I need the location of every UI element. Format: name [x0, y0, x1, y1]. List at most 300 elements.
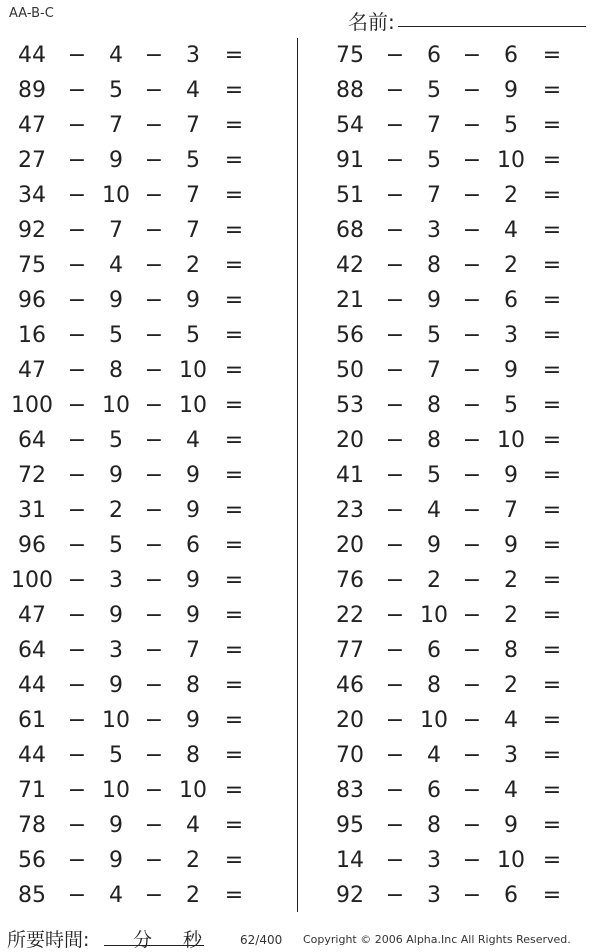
minus-sign: − — [67, 778, 87, 803]
column-divider — [297, 38, 298, 912]
minuend: 61 — [18, 708, 46, 733]
subtrahend-1: 10 — [102, 708, 130, 733]
subtrahend-1: 9 — [109, 848, 123, 873]
minus-sign: − — [144, 148, 164, 173]
subtrahend-2: 4 — [186, 78, 200, 103]
problem-row — [318, 248, 600, 283]
subtrahend-2: 3 — [504, 743, 518, 768]
subtrahend-1: 4 — [427, 498, 441, 523]
problem-row — [318, 283, 600, 318]
subtrahend-1: 7 — [427, 113, 441, 138]
minus-sign: − — [385, 498, 405, 523]
minus-sign: − — [144, 498, 164, 523]
subtrahend-1: 4 — [109, 253, 123, 278]
minuend: 47 — [18, 358, 46, 383]
equals-sign: = — [224, 183, 244, 208]
subtrahend-2: 2 — [504, 253, 518, 278]
minus-sign: − — [144, 568, 164, 593]
minuend: 96 — [18, 288, 46, 313]
subtrahend-2: 9 — [504, 358, 518, 383]
minus-sign: − — [67, 603, 87, 628]
minuend: 53 — [336, 393, 364, 418]
problem-row — [0, 493, 290, 528]
minuend: 68 — [336, 218, 364, 243]
minus-sign: − — [67, 253, 87, 278]
seconds-label: 秒 — [183, 929, 203, 951]
problems-column-left — [0, 38, 290, 913]
minus-sign: − — [462, 43, 482, 68]
minuend: 23 — [336, 498, 364, 523]
subtrahend-1: 8 — [427, 813, 441, 838]
minuend: 78 — [18, 813, 46, 838]
subtrahend-2: 8 — [504, 638, 518, 663]
problem-row — [318, 703, 600, 738]
minuend: 41 — [336, 463, 364, 488]
equals-sign: = — [542, 778, 562, 803]
minuend: 44 — [18, 43, 46, 68]
minus-sign: − — [385, 743, 405, 768]
minuend: 83 — [336, 778, 364, 803]
equals-sign: = — [224, 253, 244, 278]
minus-sign: − — [144, 428, 164, 453]
minus-sign: − — [462, 218, 482, 243]
minuend: 76 — [336, 568, 364, 593]
equals-sign: = — [224, 148, 244, 173]
minuend: 54 — [336, 113, 364, 138]
minus-sign: − — [462, 638, 482, 663]
subtrahend-2: 7 — [504, 498, 518, 523]
equals-sign: = — [542, 673, 562, 698]
minus-sign: − — [462, 778, 482, 803]
minus-sign: − — [67, 183, 87, 208]
subtrahend-2: 4 — [186, 428, 200, 453]
minus-sign: − — [67, 743, 87, 768]
subtrahend-1: 5 — [427, 323, 441, 348]
subtrahend-2: 9 — [186, 568, 200, 593]
minus-sign: − — [462, 393, 482, 418]
problem-row — [0, 388, 290, 423]
minus-sign: − — [385, 603, 405, 628]
minutes-label: 分 — [133, 929, 153, 951]
subtrahend-1: 8 — [427, 673, 441, 698]
subtrahend-2: 4 — [504, 708, 518, 733]
equals-sign: = — [542, 393, 562, 418]
subtrahend-1: 6 — [427, 638, 441, 663]
minus-sign: − — [144, 43, 164, 68]
equals-sign: = — [224, 813, 244, 838]
minuend: 56 — [336, 323, 364, 348]
problem-row — [318, 528, 600, 563]
minus-sign: − — [144, 638, 164, 663]
subtrahend-2: 10 — [497, 428, 525, 453]
problem-row — [0, 773, 290, 808]
equals-sign: = — [542, 568, 562, 593]
subtrahend-1: 6 — [427, 43, 441, 68]
problem-row — [0, 283, 290, 318]
subtrahend-2: 6 — [504, 43, 518, 68]
subtrahend-2: 2 — [186, 883, 200, 908]
equals-sign: = — [224, 358, 244, 383]
name-field-line[interactable] — [398, 26, 586, 27]
minus-sign: − — [144, 883, 164, 908]
subtrahend-1: 8 — [427, 253, 441, 278]
subtrahend-1: 5 — [109, 533, 123, 558]
equals-sign: = — [224, 568, 244, 593]
minus-sign: − — [67, 813, 87, 838]
minus-sign: − — [67, 288, 87, 313]
subtrahend-1: 5 — [427, 148, 441, 173]
equals-sign: = — [224, 638, 244, 663]
minuend: 75 — [18, 253, 46, 278]
minus-sign: − — [385, 253, 405, 278]
minus-sign: − — [67, 323, 87, 348]
equals-sign: = — [224, 883, 244, 908]
problem-row — [0, 248, 290, 283]
minuend: 20 — [336, 708, 364, 733]
equals-sign: = — [542, 743, 562, 768]
minus-sign: − — [67, 498, 87, 523]
subtrahend-1: 7 — [427, 183, 441, 208]
equals-sign: = — [224, 218, 244, 243]
minuend: 85 — [18, 883, 46, 908]
minus-sign: − — [67, 218, 87, 243]
equals-sign: = — [542, 78, 562, 103]
problem-row — [0, 458, 290, 493]
subtrahend-1: 7 — [427, 358, 441, 383]
subtrahend-1: 6 — [427, 778, 441, 803]
minus-sign: − — [462, 148, 482, 173]
problem-row — [318, 73, 600, 108]
subtrahend-1: 4 — [427, 743, 441, 768]
minus-sign: − — [385, 673, 405, 698]
subtrahend-2: 2 — [504, 568, 518, 593]
problem-row — [318, 423, 600, 458]
subtrahend-2: 10 — [497, 148, 525, 173]
minuend: 88 — [336, 78, 364, 103]
minus-sign: − — [67, 638, 87, 663]
minuend: 16 — [18, 323, 46, 348]
minus-sign: − — [67, 78, 87, 103]
minus-sign: − — [462, 743, 482, 768]
minuend: 20 — [336, 533, 364, 558]
equals-sign: = — [542, 113, 562, 138]
equals-sign: = — [224, 708, 244, 733]
minuend: 31 — [18, 498, 46, 523]
minuend: 72 — [18, 463, 46, 488]
equals-sign: = — [224, 603, 244, 628]
equals-sign: = — [542, 183, 562, 208]
equals-sign: = — [224, 778, 244, 803]
problem-row — [0, 213, 290, 248]
minuend: 64 — [18, 638, 46, 663]
problem-row — [318, 38, 600, 73]
minuend: 89 — [18, 78, 46, 103]
equals-sign: = — [542, 463, 562, 488]
minuend: 64 — [18, 428, 46, 453]
problem-row — [0, 423, 290, 458]
minus-sign: − — [385, 708, 405, 733]
subtrahend-2: 5 — [186, 148, 200, 173]
minus-sign: − — [462, 603, 482, 628]
subtrahend-2: 9 — [186, 708, 200, 733]
minus-sign: − — [385, 778, 405, 803]
equals-sign: = — [224, 743, 244, 768]
subtrahend-1: 9 — [109, 603, 123, 628]
equals-sign: = — [224, 673, 244, 698]
subtrahend-1: 10 — [420, 603, 448, 628]
minus-sign: − — [144, 708, 164, 733]
minus-sign: − — [385, 218, 405, 243]
subtrahend-2: 4 — [504, 218, 518, 243]
minus-sign: − — [144, 78, 164, 103]
subtrahend-2: 7 — [186, 638, 200, 663]
subtrahend-1: 7 — [109, 113, 123, 138]
subtrahend-1: 9 — [109, 288, 123, 313]
minus-sign: − — [462, 113, 482, 138]
minus-sign: − — [462, 848, 482, 873]
subtrahend-2: 5 — [504, 393, 518, 418]
equals-sign: = — [224, 498, 244, 523]
problem-row — [0, 108, 290, 143]
problem-row — [318, 563, 600, 598]
problem-row — [0, 878, 290, 913]
subtrahend-2: 7 — [186, 218, 200, 243]
equals-sign: = — [224, 43, 244, 68]
name-label: 名前: — [348, 10, 395, 34]
minus-sign: − — [385, 463, 405, 488]
minuend: 100 — [11, 393, 53, 418]
subtrahend-2: 2 — [186, 253, 200, 278]
problem-row — [0, 633, 290, 668]
minuend: 22 — [336, 603, 364, 628]
minuend: 44 — [18, 673, 46, 698]
subtrahend-1: 3 — [427, 218, 441, 243]
subtrahend-2: 9 — [504, 813, 518, 838]
subtrahend-1: 5 — [109, 323, 123, 348]
subtrahend-2: 9 — [504, 78, 518, 103]
equals-sign: = — [542, 498, 562, 523]
equals-sign: = — [224, 428, 244, 453]
equals-sign: = — [542, 603, 562, 628]
minus-sign: − — [385, 113, 405, 138]
copyright-notice: Copyright © 2006 Alpha.Inc All Rights Reserved. — [303, 933, 571, 946]
minuend: 34 — [18, 183, 46, 208]
minus-sign: − — [67, 428, 87, 453]
minuend: 56 — [18, 848, 46, 873]
problem-row — [318, 878, 600, 913]
minus-sign: − — [462, 533, 482, 558]
subtrahend-1: 10 — [420, 708, 448, 733]
subtrahend-1: 5 — [427, 463, 441, 488]
minuend: 21 — [336, 288, 364, 313]
problem-row — [0, 808, 290, 843]
minus-sign: − — [385, 813, 405, 838]
subtrahend-2: 6 — [504, 883, 518, 908]
problem-row — [318, 668, 600, 703]
minus-sign: − — [67, 393, 87, 418]
page-number: 62/400 — [240, 933, 283, 947]
minus-sign: − — [67, 148, 87, 173]
minus-sign: − — [144, 393, 164, 418]
subtrahend-2: 3 — [186, 43, 200, 68]
subtrahend-1: 2 — [427, 568, 441, 593]
minuend: 91 — [336, 148, 364, 173]
problem-row — [0, 178, 290, 213]
minus-sign: − — [462, 358, 482, 383]
problem-row — [318, 633, 600, 668]
problem-row — [318, 353, 600, 388]
minus-sign: − — [462, 428, 482, 453]
minuend: 70 — [336, 743, 364, 768]
minus-sign: − — [462, 463, 482, 488]
problem-row — [318, 318, 600, 353]
subtrahend-2: 9 — [504, 533, 518, 558]
subtrahend-2: 4 — [186, 813, 200, 838]
minus-sign: − — [67, 43, 87, 68]
subtrahend-2: 8 — [186, 673, 200, 698]
minus-sign: − — [462, 78, 482, 103]
minus-sign: − — [144, 533, 164, 558]
problem-row — [318, 108, 600, 143]
problem-row — [0, 843, 290, 878]
minuend: 51 — [336, 183, 364, 208]
subtrahend-2: 6 — [504, 288, 518, 313]
equals-sign: = — [542, 253, 562, 278]
minus-sign: − — [144, 323, 164, 348]
subtrahend-1: 8 — [427, 393, 441, 418]
subtrahend-2: 9 — [504, 463, 518, 488]
minus-sign: − — [144, 463, 164, 488]
subtrahend-1: 5 — [109, 743, 123, 768]
minus-sign: − — [144, 813, 164, 838]
equals-sign: = — [542, 148, 562, 173]
subtrahend-1: 3 — [109, 638, 123, 663]
subtrahend-2: 6 — [186, 533, 200, 558]
problem-row — [318, 213, 600, 248]
subtrahend-1: 3 — [427, 883, 441, 908]
minus-sign: − — [385, 568, 405, 593]
minus-sign: − — [462, 673, 482, 698]
problem-row — [318, 738, 600, 773]
problem-row — [0, 563, 290, 598]
equals-sign: = — [224, 848, 244, 873]
equals-sign: = — [542, 358, 562, 383]
minus-sign: − — [144, 288, 164, 313]
equals-sign: = — [542, 428, 562, 453]
minus-sign: − — [462, 708, 482, 733]
minuend: 92 — [18, 218, 46, 243]
minuend: 27 — [18, 148, 46, 173]
problem-row — [318, 598, 600, 633]
problem-row — [0, 73, 290, 108]
time-label: 所要時間: — [7, 929, 90, 951]
subtrahend-1: 4 — [109, 883, 123, 908]
equals-sign: = — [224, 533, 244, 558]
equals-sign: = — [542, 533, 562, 558]
subtrahend-1: 10 — [102, 393, 130, 418]
minuend: 47 — [18, 113, 46, 138]
minus-sign: − — [385, 183, 405, 208]
problem-row — [318, 808, 600, 843]
subtrahend-1: 3 — [427, 848, 441, 873]
problem-row — [0, 528, 290, 563]
subtrahend-2: 5 — [186, 323, 200, 348]
minuend: 42 — [336, 253, 364, 278]
subtrahend-1: 8 — [109, 358, 123, 383]
minus-sign: − — [385, 393, 405, 418]
equals-sign: = — [224, 393, 244, 418]
minuend: 50 — [336, 358, 364, 383]
subtrahend-1: 5 — [427, 78, 441, 103]
minus-sign: − — [67, 463, 87, 488]
equals-sign: = — [542, 813, 562, 838]
minus-sign: − — [144, 218, 164, 243]
minuend: 46 — [336, 673, 364, 698]
minus-sign: − — [67, 673, 87, 698]
subtrahend-2: 10 — [179, 393, 207, 418]
minuend: 96 — [18, 533, 46, 558]
problem-row — [0, 703, 290, 738]
subtrahend-2: 10 — [497, 848, 525, 873]
problem-row — [318, 773, 600, 808]
minus-sign: − — [462, 568, 482, 593]
minus-sign: − — [462, 883, 482, 908]
problem-row — [318, 493, 600, 528]
subtrahend-2: 8 — [186, 743, 200, 768]
equals-sign: = — [542, 43, 562, 68]
subtrahend-2: 2 — [186, 848, 200, 873]
minus-sign: − — [462, 813, 482, 838]
minus-sign: − — [385, 883, 405, 908]
minus-sign: − — [144, 603, 164, 628]
minus-sign: − — [67, 358, 87, 383]
minus-sign: − — [385, 78, 405, 103]
subtrahend-2: 5 — [504, 113, 518, 138]
subtrahend-2: 4 — [504, 778, 518, 803]
problem-row — [0, 738, 290, 773]
equals-sign: = — [224, 78, 244, 103]
minus-sign: − — [385, 638, 405, 663]
minus-sign: − — [67, 113, 87, 138]
minus-sign: − — [144, 253, 164, 278]
minus-sign: − — [385, 323, 405, 348]
subtrahend-2: 2 — [504, 603, 518, 628]
minus-sign: − — [462, 183, 482, 208]
problem-row — [318, 143, 600, 178]
subtrahend-1: 8 — [427, 428, 441, 453]
subtrahend-1: 3 — [109, 568, 123, 593]
minus-sign: − — [385, 288, 405, 313]
subtrahend-2: 10 — [179, 778, 207, 803]
problem-row — [0, 353, 290, 388]
subtrahend-1: 9 — [109, 148, 123, 173]
subtrahend-1: 2 — [109, 498, 123, 523]
worksheet-code: AA-B-C — [9, 6, 54, 21]
minus-sign: − — [144, 358, 164, 383]
subtrahend-2: 7 — [186, 113, 200, 138]
problem-row — [0, 318, 290, 353]
minus-sign: − — [67, 848, 87, 873]
subtrahend-2: 9 — [186, 498, 200, 523]
minus-sign: − — [385, 533, 405, 558]
subtrahend-2: 9 — [186, 463, 200, 488]
minus-sign: − — [144, 183, 164, 208]
minus-sign: − — [462, 288, 482, 313]
minus-sign: − — [67, 568, 87, 593]
equals-sign: = — [542, 848, 562, 873]
minus-sign: − — [385, 848, 405, 873]
subtrahend-2: 2 — [504, 183, 518, 208]
